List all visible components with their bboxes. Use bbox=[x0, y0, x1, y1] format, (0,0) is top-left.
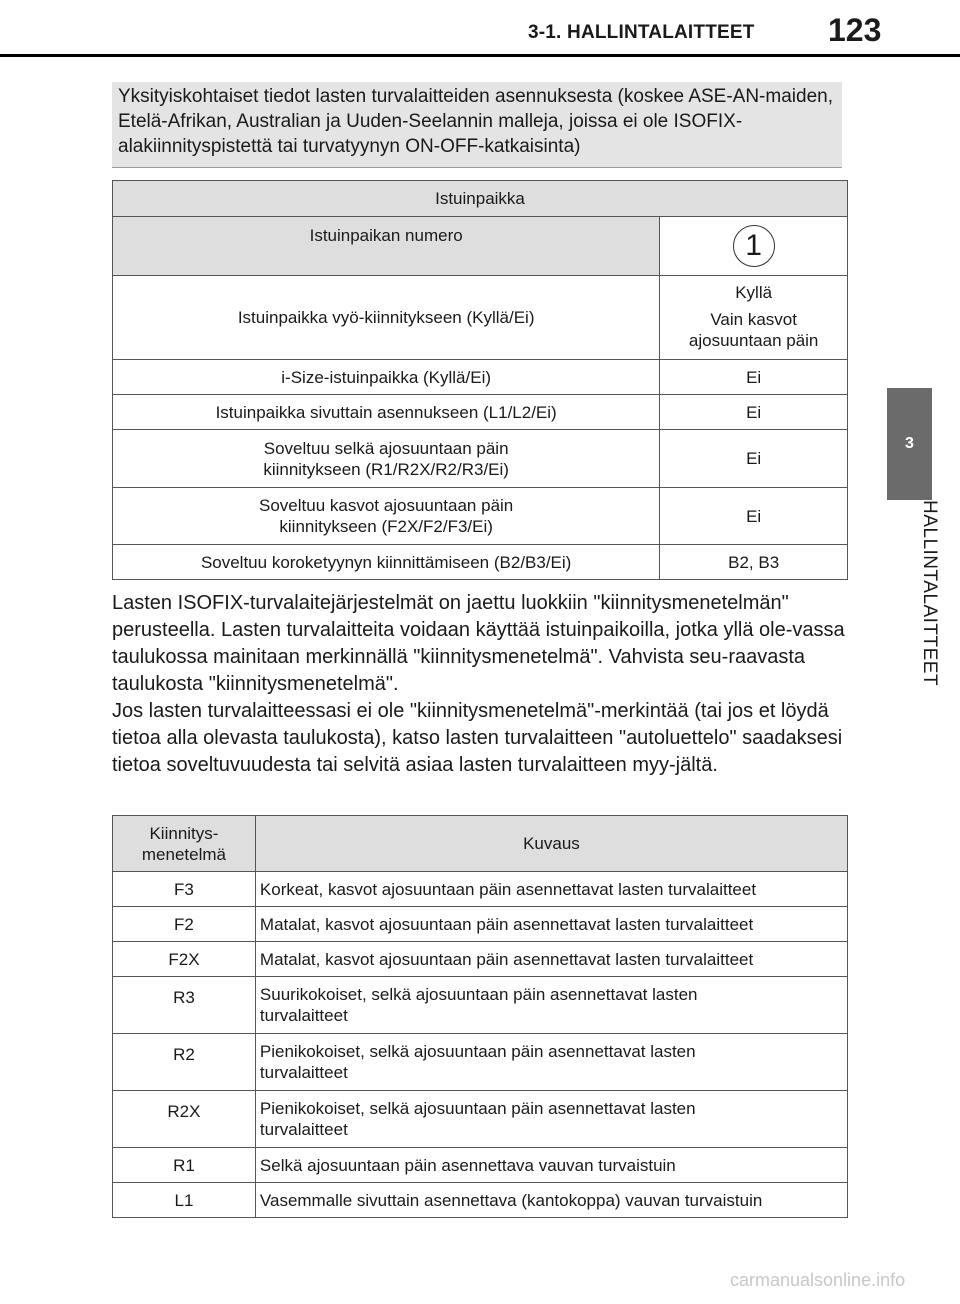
watermark: carmanualsonline.info bbox=[730, 1270, 906, 1290]
body-paragraph: Lasten ISOFIX-turvalaitejärjestelmät on jaettu luokkiin "kiinnitysmenetelmän" perusteella. Lasten turvalaitteita voidaan käyttää istuinpaikoilla, jotka yllä ole-vassa taulukossa mainitaan merkinnällä "kiinnitysmenetelmä". Vahvista seu-raavasta taulukosta "kiinnitysmenetelmä". Jos lasten turvalaitteessasi ei ole "kiinnitysmenetelmä"-merkintää (tai jos et löydä tietoa alla olevasta taulukosta), katso lasten turvalaitteen "autoluettelo" saadaksesi tietoa soveltuvuudesta tai selvitä asiaa lasten turvalaitteen myy-jältä. bbox=[112, 592, 845, 776]
method-description: Matalat, kasvot ajosuuntaan päin asennettavat lasten turvalaitteet bbox=[255, 907, 847, 942]
seat-number-cell bbox=[660, 217, 848, 276]
belt-label: Istuinpaikka vyö-kiinnitykseen (Kyllä/Ei) bbox=[113, 276, 660, 360]
method-description: Pienikokoiset, selkä ajosuuntaan päin asennettavat lasten turvalaitteet bbox=[255, 1034, 847, 1091]
method-description: Korkeat, kasvot ajosuuntaan päin asennettavat lasten turvalaitteet bbox=[255, 872, 847, 907]
method-code: F3 bbox=[113, 872, 256, 907]
belt-value-direction: Vain kasvot ajosuuntaan päin bbox=[688, 310, 819, 350]
seat-row-label: Soveltuu kasvot ajosuuntaan päin kiinnitykseen (F2X/F2/F3/Ei) bbox=[113, 488, 660, 545]
chapter-tab bbox=[887, 388, 932, 500]
seat-row-label: Soveltuu selkä ajosuuntaan päin kiinnitykseen (R1/R2X/R2/R3/Ei) bbox=[113, 430, 660, 488]
seat-row-label: i-Size-istuinpaikka (Kyllä/Ei) bbox=[113, 360, 660, 395]
section-title: 3-1. HALLINTALAITTEET bbox=[528, 22, 755, 43]
seat-table-title: Istuinpaikka bbox=[113, 181, 848, 217]
seat-row-value: Ei bbox=[660, 360, 848, 395]
method-code: F2 bbox=[113, 907, 256, 942]
seat-row-value: Ei bbox=[660, 395, 848, 430]
method-code: L1 bbox=[113, 1183, 256, 1218]
method-description: Pienikokoiset, selkä ajosuuntaan päin asennettavat lasten turvalaitteet bbox=[255, 1091, 847, 1148]
seat-row-value: Ei bbox=[660, 430, 848, 488]
page-number: 123 bbox=[828, 12, 882, 48]
method-code: R2 bbox=[113, 1034, 256, 1091]
method-description: Suurikokoiset, selkä ajosuuntaan päin asennettavat lasten turvalaitteet bbox=[255, 977, 847, 1034]
method-description: Selkä ajosuuntaan päin asennettava vauvan turvaistuin bbox=[255, 1148, 847, 1183]
seat-number-circle: 1 bbox=[733, 225, 775, 267]
method-code: R3 bbox=[113, 977, 256, 1034]
method-code: R2X bbox=[113, 1091, 256, 1148]
description-column-header: Kuvaus bbox=[255, 816, 847, 872]
belt-value-yes: Kyllä bbox=[735, 283, 773, 302]
chapter-number: 3 bbox=[905, 435, 914, 452]
method-table bbox=[112, 815, 848, 1218]
notice-box: Yksityiskohtaiset tiedot lasten turvalaitteiden asennuksesta (koskee ASE-AN-maiden, Etelä-Afrikan, Australian ja Uuden-Seelannin malleja, joissa ei ole ISOFIX-alakiinnityspistettä tai turvatyynyn ON-OFF-katkaisinta) bbox=[112, 82, 842, 168]
seat-row-label: Soveltuu koroketyynyn kiinnittämiseen (B2/B3/Ei) bbox=[113, 545, 660, 580]
method-description: Matalat, kasvot ajosuuntaan päin asennettavat lasten turvalaitteet bbox=[255, 942, 847, 977]
seat-row-value: Ei bbox=[660, 488, 848, 545]
method-code: R1 bbox=[113, 1148, 256, 1183]
method-description: Vasemmalle sivuttain asennettava (kantokoppa) vauvan turvaistuin bbox=[255, 1183, 847, 1218]
belt-value-cell bbox=[660, 276, 848, 360]
method-code: F2X bbox=[113, 942, 256, 977]
seat-number-label: Istuinpaikan numero bbox=[113, 217, 660, 276]
seat-row-value: B2, B3 bbox=[660, 545, 848, 580]
method-column-header: Kiinnitys-menetelmä bbox=[113, 816, 256, 872]
chapter-label: HALLINTALAITTEET bbox=[919, 500, 940, 687]
seat-row-label: Istuinpaikka sivuttain asennukseen (L1/L2/Ei) bbox=[113, 395, 660, 430]
header-rule bbox=[0, 54, 960, 57]
seat-position-table bbox=[112, 180, 848, 580]
